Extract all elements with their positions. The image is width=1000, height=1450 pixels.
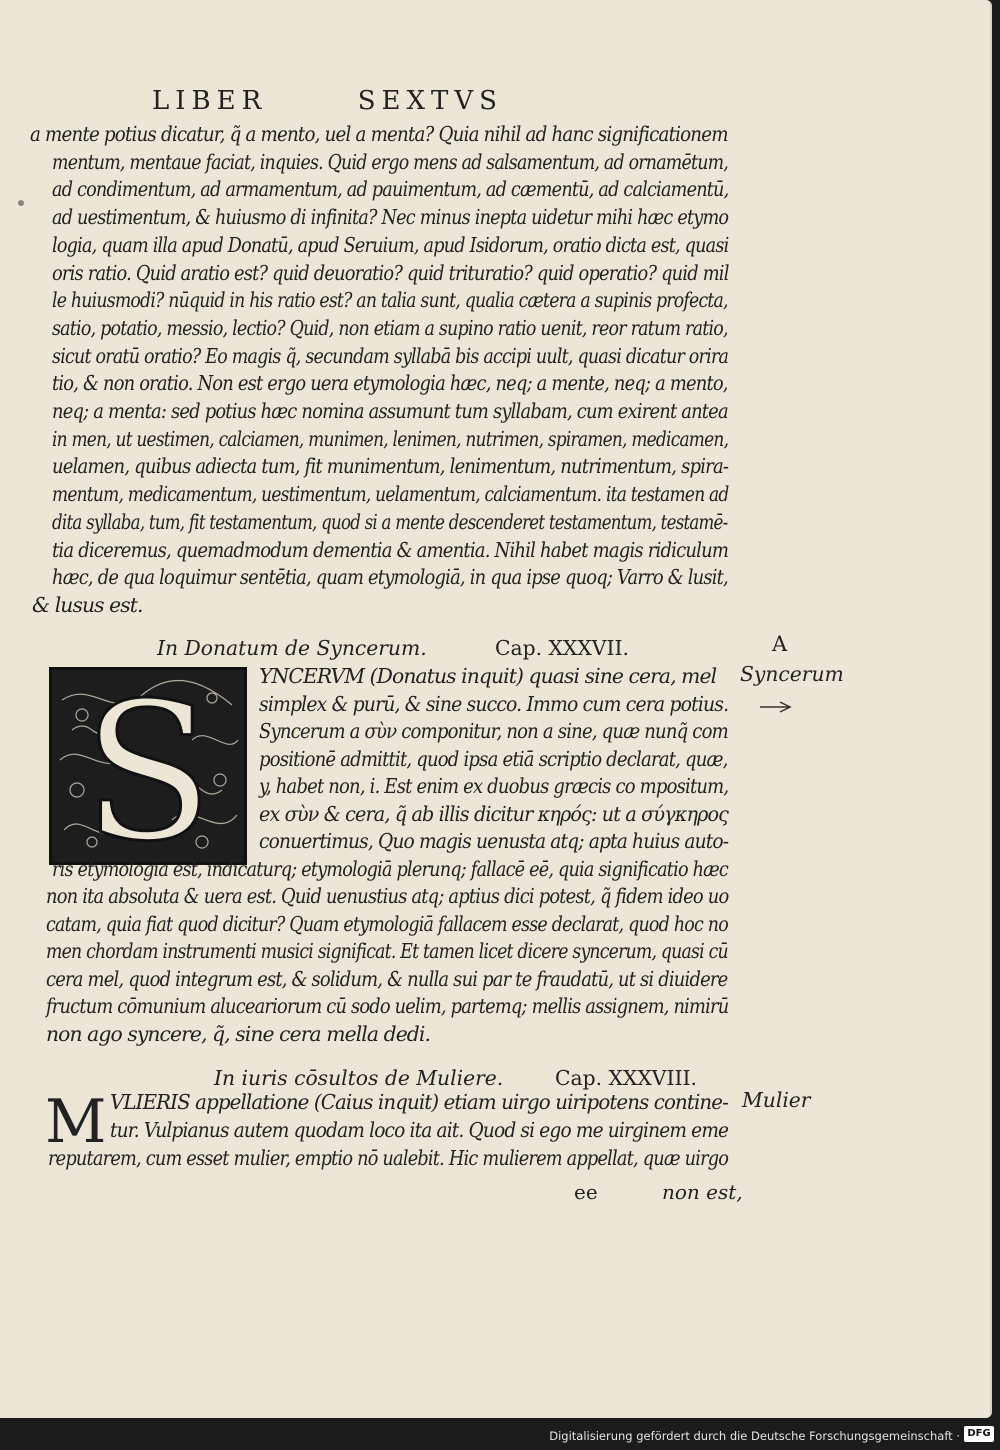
paragraph-1-line: le huiusmodi? nūquid in his ratio est? an talia sunt, qualia cætera a supinis profecta, [52,288,728,313]
paragraph-1-line: mentum, medicamentum, uestimentum, uelamentum, calciamentum. ita testamen ad [52,482,729,507]
chapter-38-title: In iuris cōsultos de Muliere. [214,1066,504,1090]
catchword: non est, [662,1180,743,1204]
chapter-37-line: simplex & purū, & sine succo. Immo cum cera potius. [259,691,729,716]
footer-credit: Digitalisierung gefördert durch die Deutsche Forschungsgemeinschaft · [549,1429,960,1443]
chapter-37-title: In Donatum de Syncerum. [157,636,427,660]
paragraph-1-line: mentum, mentaue faciat, inquies. Quid ergo mens ad salsamentum, ad ornamētum, [52,149,729,174]
paragraph-1-line: neq; a menta: sed potius hæc nomina assumunt tum syllabam, cum exirent antea [52,399,728,423]
pencil-mark [18,200,24,206]
chapter-37-line: ris etymologia est, indicaturq; etymologiā plerunq; fallacē eē, quia significatio hæc [52,856,728,881]
chapter-38-cap: Cap. XXXVIII. [555,1066,697,1090]
paragraph-1-line: sicut oratū oratio? Eo magis q̃, secundam syllabā bis accipi uult, quasi dicatur orira [52,343,729,368]
paragraph-1-line: uelamen, quibus adiecta tum, fit munimentum, lenimentum, nutrimentum, spira- [52,454,729,479]
margin-note-mulier: Mulier [742,1088,811,1112]
paragraph-1-line: hæc, de qua loquimur sentētia, quam etymologiā, in qua ipse quoq; Varro & lusit, [52,565,728,590]
chapter-37-line: y, habet non, i. Est enim ex duobus græcis co mpositum, [259,774,729,798]
chapter-38-line: VLIERIS appellatione (Caius inquit) etiam uirgo uiripotens contine- [110,1090,728,1114]
chapter-37-line: non ita absoluta & uera est. Quid uenustius atq; aptius dici potest, q̃ fidem ideo uo [46,884,729,908]
paragraph-1-line: & lusus est. [32,592,143,617]
svg-text:S: S [82,670,214,862]
chapter-38-line: tur. Vulpianus autem quodam loco ita ait. Quod si ego me uirginem eme [110,1118,729,1142]
signature-mark: ee [574,1180,598,1204]
chapter-37-heading [157,636,427,660]
running-head-left: LIBER [152,86,268,116]
chapter-37-line: fructum cōmunium aluceariorum cū sodo uelim, partemq; mellis assignem, nimirū [46,994,729,1018]
chapter-37-line: men chordam instrumenti musici significat. Et tamen licet dicere syncerum, quasi cū [46,939,728,963]
paragraph-1-line: satio, potatio, messio, lectio? Quid, non etiam a supino ratio uenit, reor ratum ratio, [52,315,728,340]
paragraph-1-line: in men, ut uestimen, calciamen, munimen, lenimen, nutrimen, spiramen, medicamen, [52,426,729,451]
chapter-38-heading [214,1066,503,1090]
digitization-footer [0,1418,1000,1450]
vine-ornament-icon [52,670,244,862]
chapter-37-line: Syncerum a σὺν componitur, non a sine, quæ nunq̃ com [259,719,728,743]
dfg-logo: DFG [964,1426,994,1442]
margin-note-syncerum: Syncerum [740,662,844,686]
margin-letter: A [772,632,788,656]
paragraph-1-line: ad uestimentum, & huiusmo di infinita? Nec minus inepta uidetur mihi hæc etymo [52,205,729,230]
chapter-38-line: reputarem, cum esset mulier, emptio nō ualebit. Hic mulierem appellat, quæ uirgo [48,1146,729,1170]
chapter-37-line: conuertimus, Quo magis uenusta atq; apta huius auto- [259,829,729,853]
chapter-37-line: positionē admittit, quod ipsa etiā scriptio declarat, quæ, [259,746,728,771]
chapter-37-line: catam, quia fiat quod dicitur? Quam etymologiā fallacem esse declarat, quod hoc no [46,911,728,936]
ornamental-drop-cap-s [49,667,247,865]
chapter-37-line: ex σὺν & cera, q̃ ab illis dicitur κηρός: ut a σύγκηρος [259,801,729,826]
drop-cap-m: M [45,1087,107,1157]
paragraph-1-line: tia diceremus, quemadmodum dementia & amentia. Nihil habet magis ridiculum [52,537,729,562]
paragraph-1-line: logia, quam illa apud Donatū, apud Seruium, apud Isidorum, oratio dicta est, quasi [52,232,729,257]
margin-arrow-icon [758,700,792,714]
chapter-37-line: non ago syncere, q̃, sine cera mella dedi. [46,1021,431,1046]
chapter-37-line: cera mel, quod integrum est, & solidum, & nulla sui par te fraudatū, ut si diuidere [46,966,728,991]
paragraph-1-line: tio, & non oratio. Non est ergo uera etymologia hæc, neq; a mente, neq; a mento, [52,371,728,396]
chapter-37-cap: Cap. XXXVII. [495,636,629,660]
chapter-37-line: YNCERVM (Donatus inquit) quasi sine cera, mel [259,664,717,688]
running-head [152,86,503,116]
running-head-right: SEXTVS [357,86,503,116]
paragraph-1-line: a mente potius dicatur, q̃ a mento, uel a menta? Quia nihil ad hanc significationem [30,122,728,146]
paragraph-1-line: oris ratio. Quid aratio est? quid deuoratio? quid trituratio? quid operatio? quid mil [52,260,729,285]
paragraph-1-line: ad condimentum, ad armamentum, ad pauimentum, ad cæmentū, ad calciamentū, [52,177,729,202]
paragraph-1-line: dita syllaba, tum, fit testamentum, quod si a mente descenderet testamentum, testamē- [52,509,728,534]
